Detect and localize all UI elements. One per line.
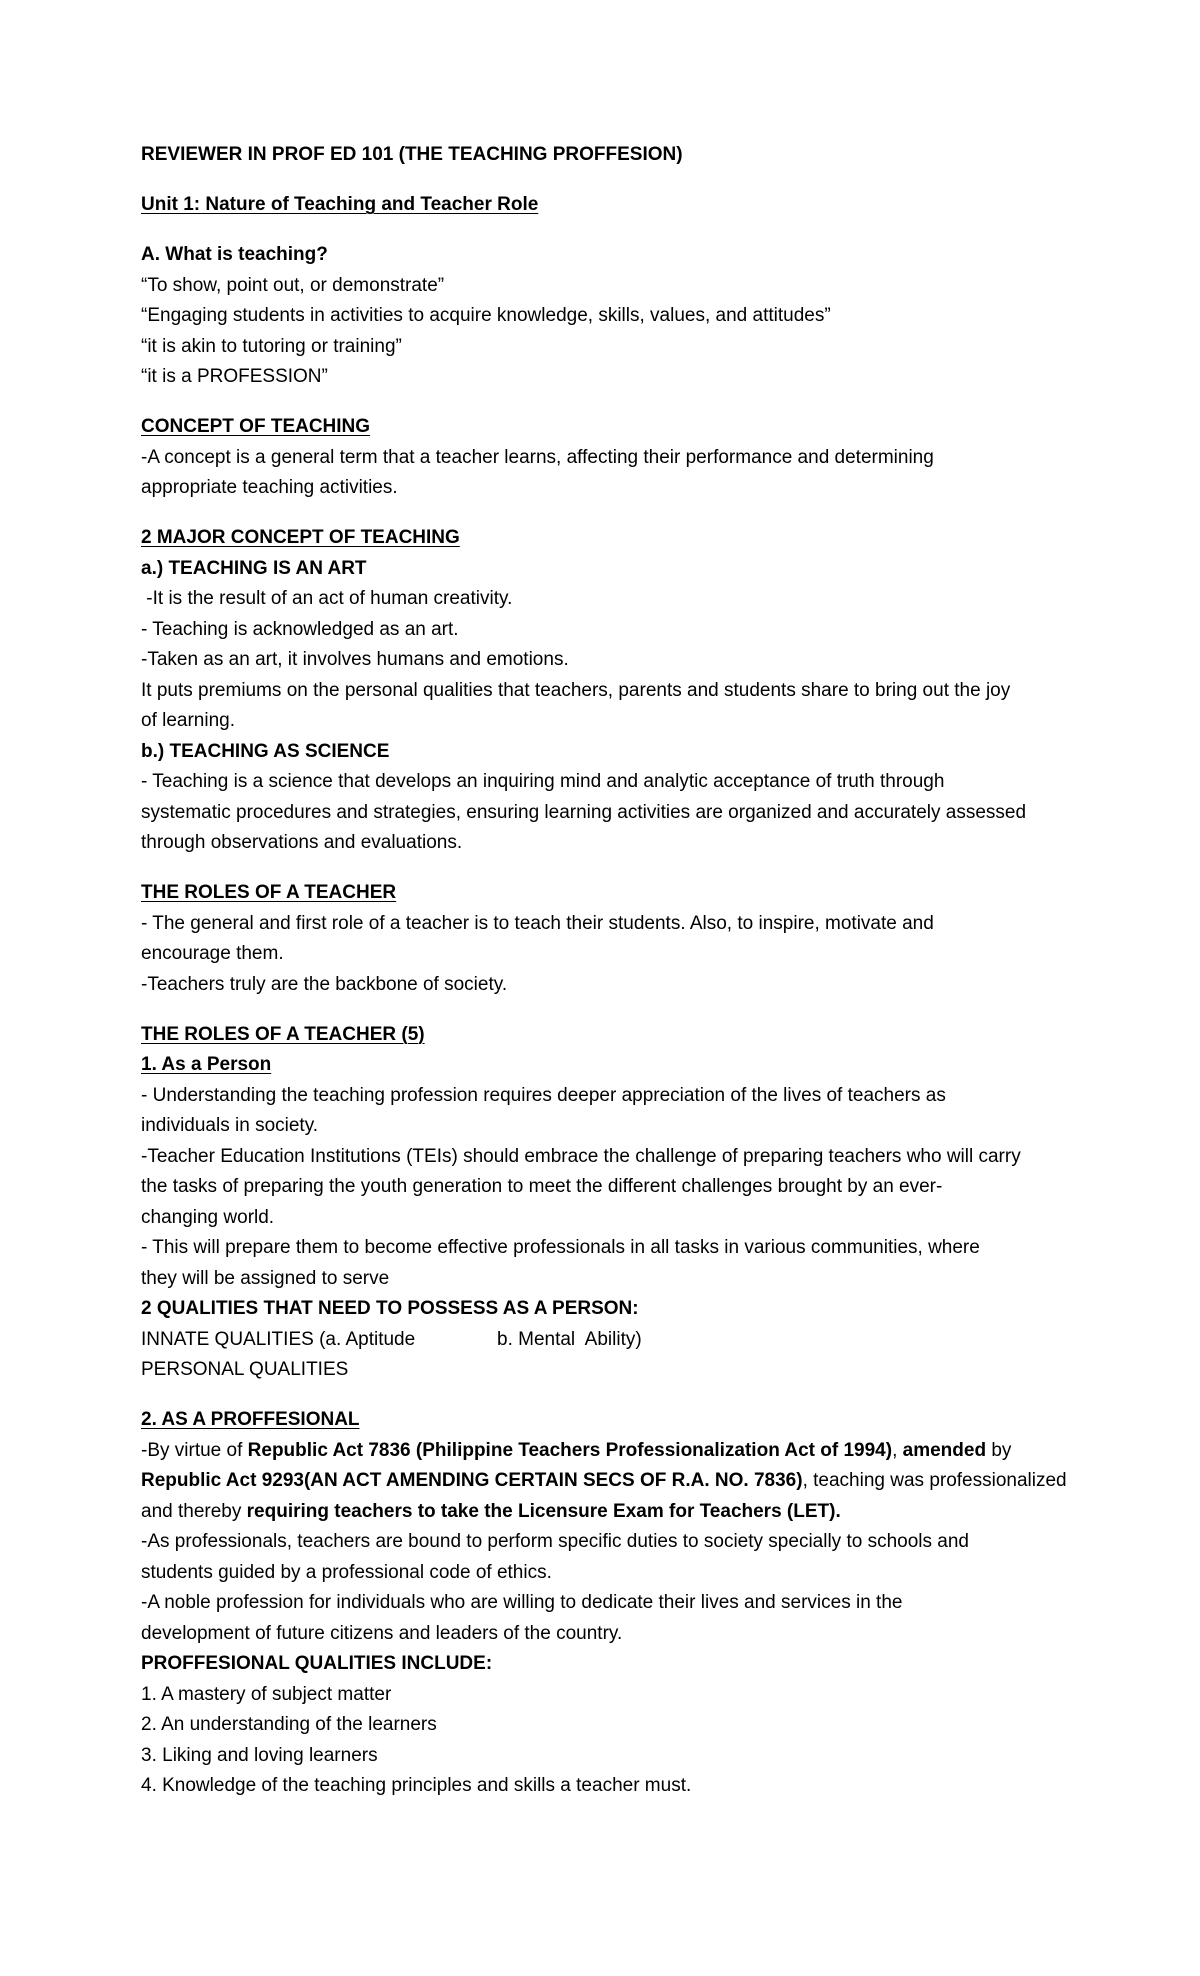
art-line: - Teaching is acknowledged as an art. xyxy=(141,618,459,640)
spacer xyxy=(141,1000,1071,1020)
professional-line: -A noble profession for individuals who are willing to dedicate their lives and services in the xyxy=(141,1592,903,1613)
spacer xyxy=(141,504,1071,524)
professional-line: -As professionals, teachers are bound to perform specific duties to society specially to schools and xyxy=(141,1531,969,1552)
person-line: -Teacher Education Institutions (TEIs) should embrace the challenge of preparing teachers who will carry xyxy=(141,1145,1021,1167)
spacer xyxy=(141,393,1071,413)
person-line: changing world. xyxy=(141,1206,275,1228)
innate-qualities-line xyxy=(141,1325,1071,1356)
professional-quality-item: 1. A mastery of subject matter xyxy=(141,1683,392,1705)
person-qualities-heading: 2 QUALITIES THAT NEED TO POSSESS AS A PERSON: xyxy=(141,1298,639,1319)
roles-line: -Teachers truly are the backbone of society. xyxy=(141,973,508,995)
person-heading: 1. As a Person xyxy=(141,1054,272,1075)
innate-qualities-a: INNATE QUALITIES (a. Aptitude xyxy=(141,1328,416,1350)
science-line: through observations and evaluations. xyxy=(141,832,463,853)
person-line: the tasks of preparing the youth generation to meet the different challenges brought by an ever- xyxy=(141,1176,943,1197)
art-line: of learning. xyxy=(141,710,236,731)
professional-quality-item: 3. Liking and loving learners xyxy=(141,1744,378,1766)
ra-line-1: -By virtue of Republic Act 7836 (Philippine Teachers Professionalization Act of 1994), amended by xyxy=(141,1439,1012,1461)
art-line: It puts premiums on the personal qualities that teachers, parents and students share to bring out the joy xyxy=(141,679,1011,701)
major-concepts-heading: 2 MAJOR CONCEPT OF TEACHING xyxy=(141,527,460,548)
professional-line: development of future citizens and leaders of the country. xyxy=(141,1622,623,1644)
professional-quality-item: 4. Knowledge of the teaching principles and skills a teacher must. xyxy=(141,1775,692,1796)
spacer xyxy=(141,221,1071,241)
science-line: systematic procedures and strategies, ensuring learning activities are organized and accurately assessed xyxy=(141,801,1027,823)
roles-line: - The general and first role of a teacher is to teach their students. Also, to inspire, motivate and xyxy=(141,912,934,934)
roles5-heading: THE ROLES OF A TEACHER (5) xyxy=(141,1023,425,1045)
person-line: they will be assigned to serve xyxy=(141,1267,390,1289)
art-heading: a.) TEACHING IS AN ART xyxy=(141,557,367,579)
science-heading: b.) TEACHING AS SCIENCE xyxy=(141,740,390,762)
document-title: REVIEWER IN PROF ED 101 (THE TEACHING PROFFESION) xyxy=(141,144,683,165)
roles-line: encourage them. xyxy=(141,943,284,964)
person-line: - This will prepare them to become effective professionals in all tasks in various communities, where xyxy=(141,1237,980,1258)
professional-qualities-heading: PROFFESIONAL QUALITIES INCLUDE: xyxy=(141,1653,493,1674)
section-a-heading: A. What is teaching? xyxy=(141,244,328,265)
person-line: individuals in society. xyxy=(141,1115,319,1136)
section-a-line: “it is akin to tutoring or training” xyxy=(141,335,402,357)
concept-heading: CONCEPT OF TEACHING xyxy=(141,416,371,437)
unit-title: Unit 1: Nature of Teaching and Teacher Role xyxy=(141,194,539,215)
professional-quality-item: 2. An understanding of the learners xyxy=(141,1714,437,1735)
section-a-line: “Engaging students in activities to acquire knowledge, skills, values, and attitudes” xyxy=(141,305,831,326)
section-a-line: “To show, point out, or demonstrate” xyxy=(141,274,445,296)
spacer xyxy=(141,859,1071,879)
concept-line: appropriate teaching activities. xyxy=(141,477,398,498)
document-body xyxy=(141,140,1071,1802)
science-line: - Teaching is a science that develops an inquiring mind and analytic acceptance of truth through xyxy=(141,771,945,792)
art-line: -Taken as an art, it involves humans and emotions. xyxy=(141,649,569,670)
concept-line: -A concept is a general term that a teacher learns, affecting their performance and determining xyxy=(141,446,934,468)
roles-heading: THE ROLES OF A TEACHER xyxy=(141,882,397,903)
person-line: - Understanding the teaching profession requires deeper appreciation of the lives of teachers as xyxy=(141,1084,946,1106)
professional-line: students guided by a professional code of ethics. xyxy=(141,1561,552,1583)
spacer xyxy=(141,171,1071,191)
ra-line-2: Republic Act 9293(AN ACT AMENDING CERTAIN SECS OF R.A. NO. 7836), teaching was professionalized xyxy=(141,1470,1067,1491)
innate-qualities-b: b. Mental Ability) xyxy=(497,1328,642,1350)
ra-line-3: and thereby requiring teachers to take the Licensure Exam for Teachers (LET). xyxy=(141,1500,841,1522)
section-a-line: “it is a PROFESSION” xyxy=(141,366,328,387)
professional-heading: 2. AS A PROFFESIONAL xyxy=(141,1409,360,1430)
personal-qualities-line: PERSONAL QUALITIES xyxy=(141,1359,349,1380)
spacer xyxy=(141,1386,1071,1406)
art-line: -It is the result of an act of human creativity. xyxy=(141,588,513,609)
